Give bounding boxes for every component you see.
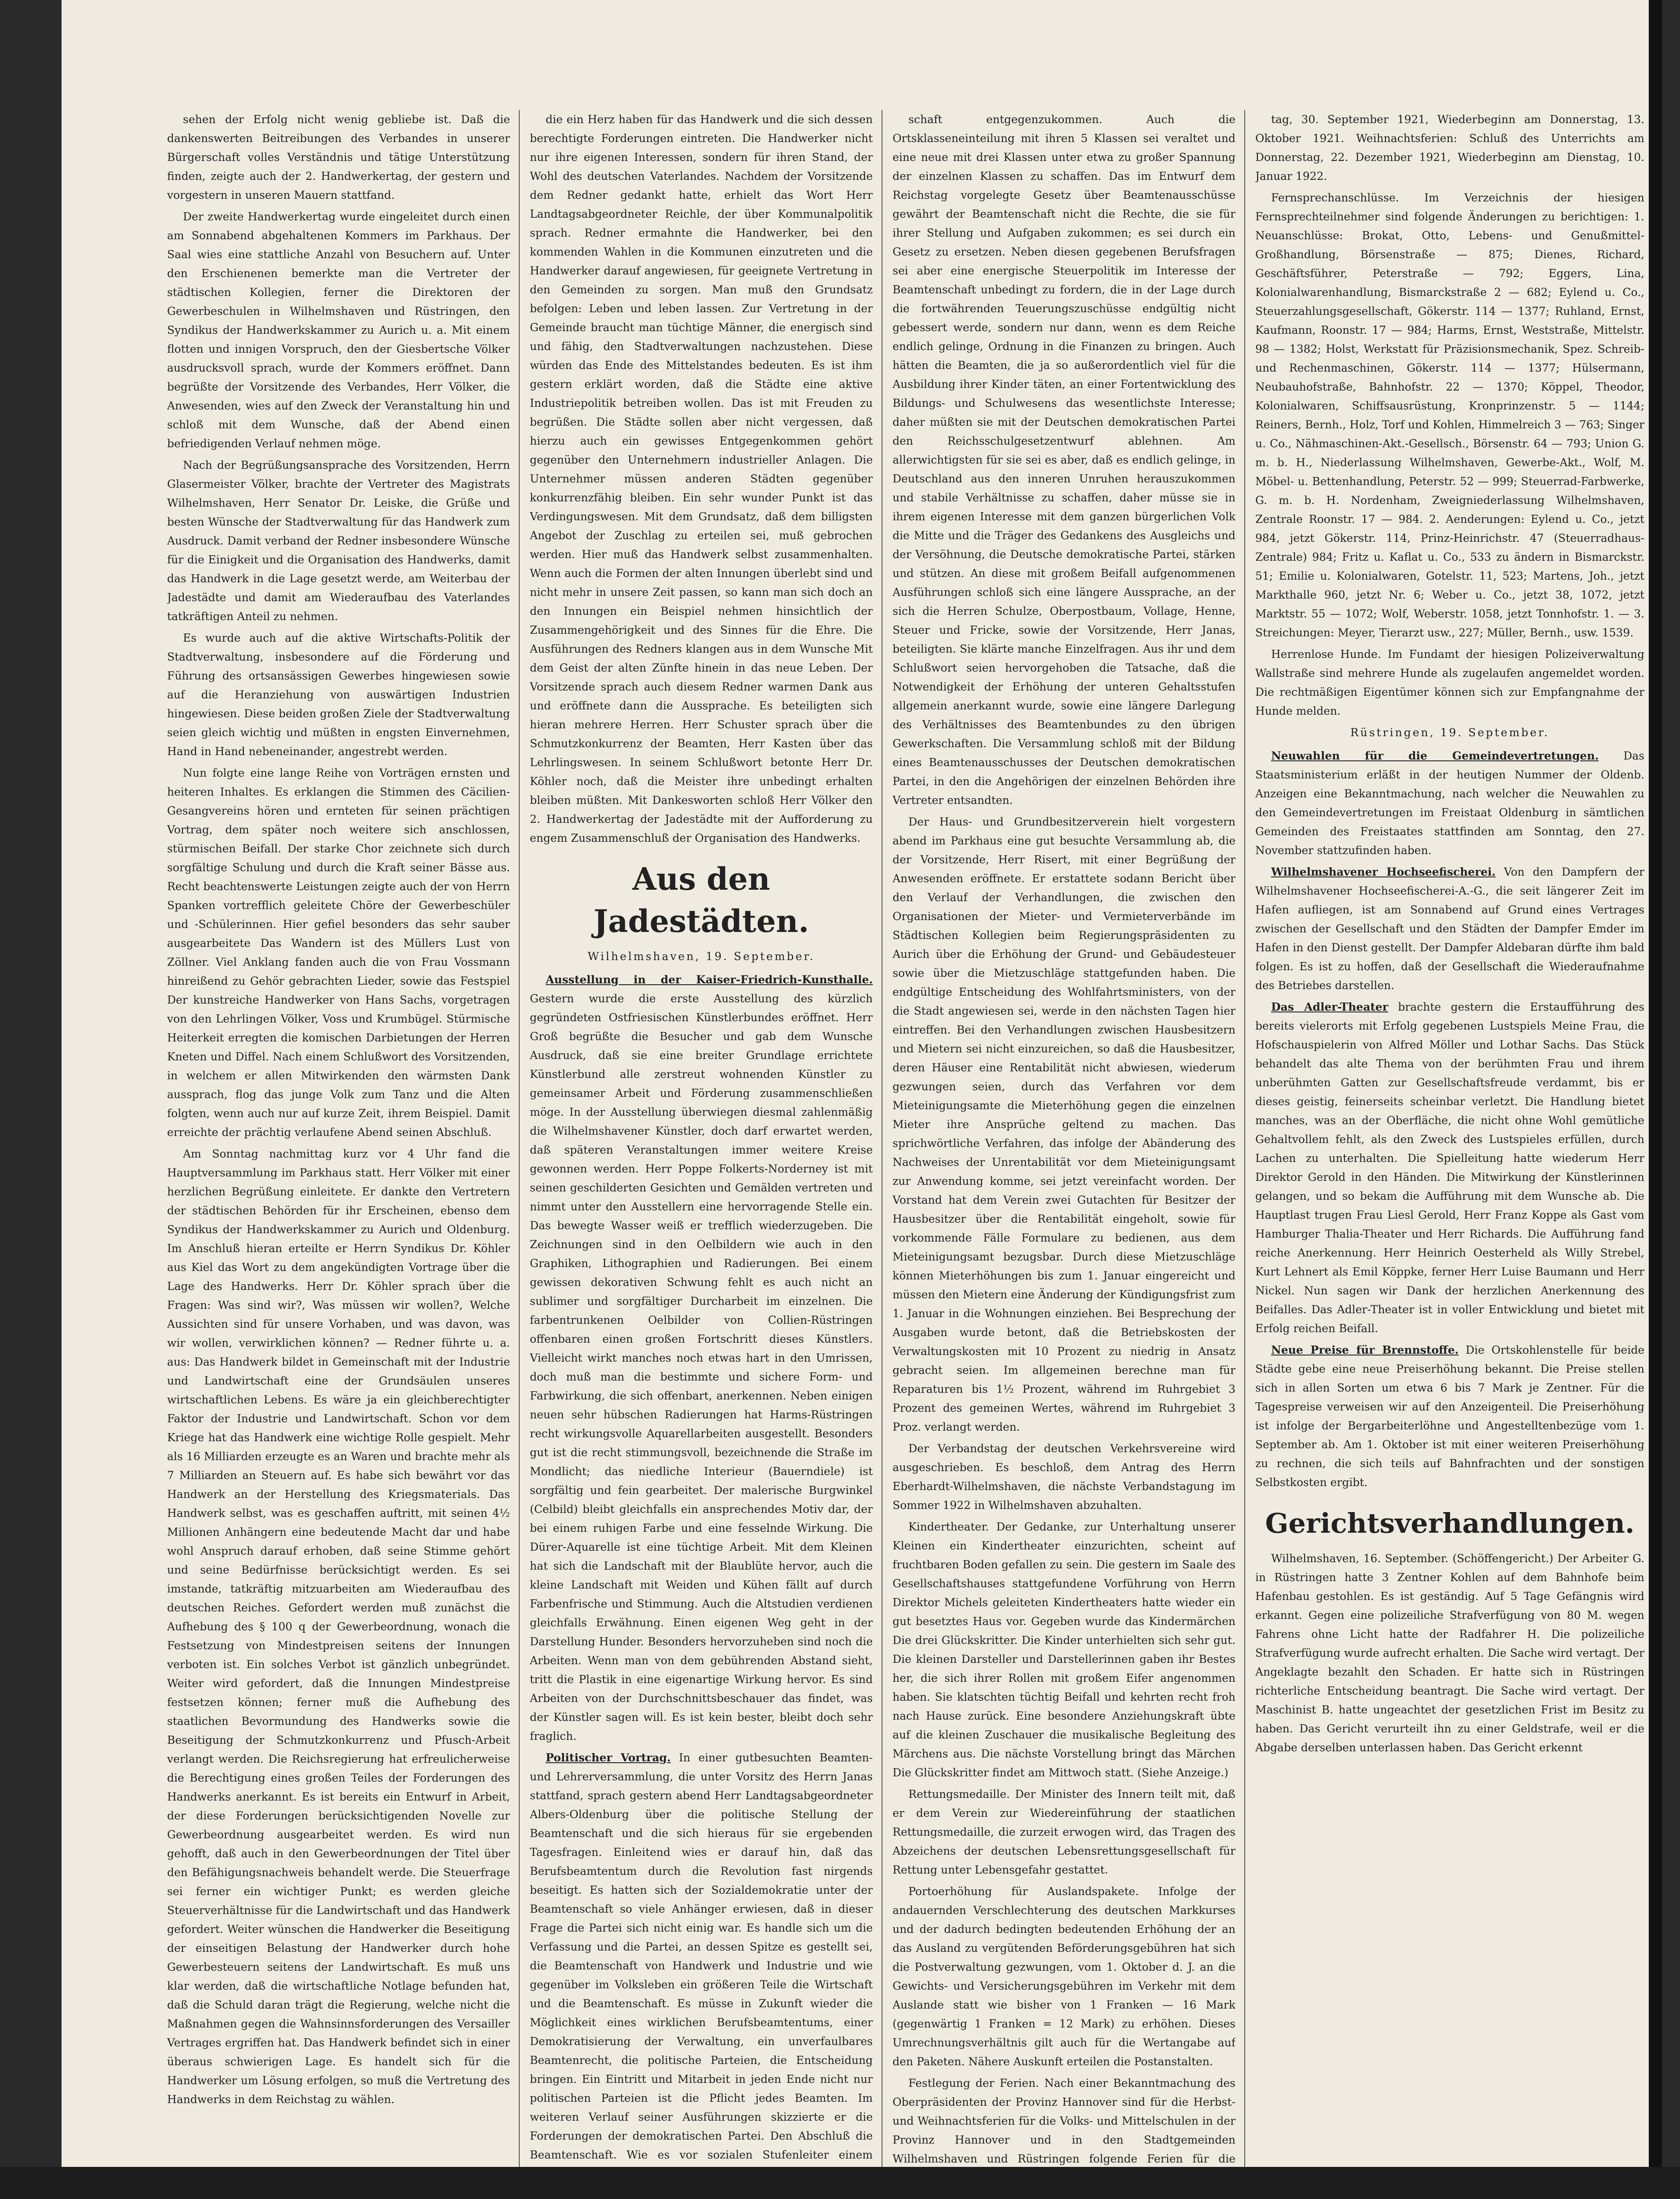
article-paragraph: Festlegung der Ferien. Nach einer Bekanntmachung des Oberpräsidenten der Provinz Hannover sind für die Herbst- und Weihnachtsferien für die Volks- und Mittelschulen in der Provinz Hannover und in den Stadtgemeinden Wilhelmshaven und Rüstringen folgende Ferien für die: [893, 2077, 1235, 2165]
dateline: Wilhelmshaven, 19. September.: [587, 950, 815, 963]
article-paragraph: die ein Herz haben für das Handwerk und die sich dessen berechtigte Forderungen eintreten. Die Handwerker nicht nur ihre eigenen Interessen, sondern für ihren Stand, der Wohl des deutschen Vaterlandes. Nachdem der Vorsitzende dem Redner gedankt hatte, erhielt das Wort Herr Landtagsabgeordneter Reichle, der über Kommunalpolitik sprach. Redner ermahnte die Handwerker, bei den kommenden Wahlen in die Kommunen einzutreten und die Handwerker darauf angewiesen, für geeignete Vertretung in den Gemeinden zu sorgen. Man muß den Grundsatz befolgen: Leben und leben lassen. Zur Vertretung in der Gemeinde braucht man tüchtige Männer, die energisch sind und fähig, den Stadtverwaltungen nachzustehen. Diese würden das Ende des Mittelstandes bedeuten. Es ist ihm gestern erklärt worden, daß die Städte eine aktive Industriepolitik betreiben wollen. Das ist mit Freuden zu begrüßen. Die Städte sollen aber nicht vergessen, daß hierzu auch ein gewisses Entgegenkommen gehört gegenüber den Unternehmern industrieller Anlagen. Die Unternehmer müssen anderen Städten gegenüber konkurrenzfähig bleiben. Ein sehr wunder Punkt ist das Verdingungswesen. Mit dem Grundsatz, daß dem billigsten Angebot der Zuschlag zu erteilen sei, muß gebrochen werden. Hier muß das Handwerk selbst zusammenhalten. Wenn auch die Formen der alten Innungen überlebt sind und nicht mehr in unsere Zeit passen, so kann man sich doch an den Innungen ein Beispiel nehmen hinsichtlich der Zusammengehörigkeit und des Sinnes für die Ehre. Die Ausführungen des Redners klangen aus in dem Wunsche Mit dem Geist der alten Zünfte hinein in das neue Leben. Der Vorsitzende sprach auch diesem Redner warmen Dank aus und eröffnete dann die Aussprache. Es beteiligten sich hieran mehrere Herren. Herr Schuster sprach über die Schmutzkonkurrenz der Beamten, Herr Kasten über das Lehrlingswesen. In seinem Schlußwort betonte Herr Dr. Köhler noch, daß die Meister ihre unbedingt erhalten bleiben müßten. Mit Dankesworten schloß Herr Völker den 2. Handwerkertag der Jadestädte mit der Aufforderung zu engem Zusammenschluß der Organisation des Handwerks.: [530, 113, 873, 844]
column-2: [530, 110, 873, 2199]
article-paragraph: Herrenlose Hunde. Im Fundamt der hiesigen Polizeiverwaltung Wallstraße sind mehrere Hunde als zugelaufen angemeldet worden. Die rechtmäßigen Eigentümer können sich zur Empfangnahme der Hunde melden.: [1255, 648, 1644, 717]
article-paragraph: tag, 30. September 1921, Wiederbeginn am Donnerstag, 13. Oktober 1921. Weihnachtsferien: Schluß des Unterrichts am Donnerstag, 22. Dezember 1921, Wiederbeginn am Dienstag, 10. Januar 1922.: [1255, 113, 1644, 183]
subsection-text: Die Ortskohlenstelle für beide Städte gebe eine neue Preiserhöhung bekannt. Die Preise stellen sich in allen Sorten um etwa 6 bis 7 Mark je Zentner. Für die Tagespreise verweisen wir auf den Anzeigenteil. Die Preiserhöhung ist infolge der Bergarbeiterlöhne und Angestelltenbezüge vom 1. September ab. Am 1. Oktober ist mit einer weiteren Preiserhöhung zu rechnen, die sich teils auf Bahnfrachten und der sonstigen Selbstkosten ergibt.: [1255, 1344, 1644, 1489]
article-paragraph: Am Sonntag nachmittag kurz vor 4 Uhr fand die Hauptversammlung im Parkhaus statt. Herr Völker mit einer herzlichen Begrüßung einleitete. Er dankte den Vertretern der städtischen Behörden für ihr Erscheinen, ebenso dem Syndikus der Handwerkskammer zu Aurich und Oldenburg. Im Anschluß hieran erteilte er Herrn Syndikus Dr. Köhler aus Kiel das Wort zu dem angekündigten Vortrage über die Lage des Handwerks. Herr Dr. Köhler sprach über die Fragen: Was sind wir?, Was müssen wir wollen?, Welche Aussichten sind für unsere Vorhaben, und was davon, was wir wollen, verwirklichen können? — Redner führte u. a. aus: Das Handwerk bildet in Gemeinschaft mit der Industrie und Landwirtschaft eine der Grundsäulen unseres wirtschaftlichen Lebens. Es wäre ja ein gleichberechtigter Faktor der Industrie und Landwirtschaft. Schon vor dem Kriege hat das Handwerk eine wichtige Rolle gespielt. Mehr als 16 Milliarden erzeugte es an Waren und brachte mehr als 7 Milliarden an Steuern auf. Es habe sich bewährt vor das Handwerk an der Herstellung des Kriegsmaterials. Das Handwerk selbst, was es geschaffen auftritt, mit seinen 4½ Millionen Anhängern eine bedeutende Macht dar und habe wohl Anspruch darauf erhoben, daß seine Stimme gehört und seine Bedürfnisse berücksichtigt werden. Es sei imstande, tatkräftig mitzuarbeiten am Wiederaufbau des deutschen Reiches. Gefordert werden muß zunächst die Aufhebung des § 100 q der Gewerbeordnung, wonach die Festsetzung von Mindestpreisen seitens der Innungen verboten ist. Ein solches Verbot ist gänzlich unbegründet. Weiter wird gefordert, daß die Innungen Mindestpreise festsetzen können; ferner muß die Aufhebung des staatlichen Bevormundung des Handwerks sowie die Beseitigung der Schmutzkonkurrenz und Pfusch-Arbeit verlangt werden. Die Reichsregierung hat erfreulicherweise die Berechtigung eines großen Teiles der Forderungen des Handwerks anerkannt. Es ist bereits ein Entwurf in Arbeit, der diese Forderungen berücksichtigenden Novelle zur Gewerbeordnung ausgearbeitet werden. Es wird nun gehofft, daß auch in den Gewerbeordnungen der Titel über den Befähigungsnachweis behandelt werde. Die Steuerfrage sei ferner ein wichtiger Punkt; es werden gleiche Steuerverhältnisse für die Landwirtschaft und das Handwerk gefordert. Weiter wünschen die Handwerker die Beseitigung der einseitigen Belastung der Handwerker durch hohe Gewerbesteuern seitens der Landwirtschaft. Es muß uns klar werden, daß die wirtschaftliche Notlage befunden hat, daß die Schuld daran trägt die Regierung, welche nicht die Maßnahmen gegen die Wahnsinnsforderungen des Versailler Vertrages ergriffen hat. Das Handwerk befindet sich in einer überaus schwierigen Lage. Es handelt sich für die Handwerker um Lösung erfolgen, so muß die Vertretung des Handwerks in dem Reichstag zu wählen.: [167, 1147, 510, 2106]
article-paragraph: Wilhelmshaven, 16. September. (Schöffengericht.) Der Arbeiter G. in Rüstringen hatte 3 Zentner Kohlen auf dem Bahnhofe beim Hafenbau gestohlen. Es ist geständig. Auf 5 Tage Gefängnis wird erkannt. Gegen eine polizeiliche Strafverfügung von 80 M. wegen Fahrens ohne Licht hatte der Radfahrer H. Die polizeiliche Strafverfügung wurde aufrecht erhalten. Die Sache wird vertagt. Der Angeklagte bezahlt den Schaden. Er hatte sich in Rüstringen richterliche Entscheidung beantragt. Die Sache wird vertagt. Der Maschinist B. hatte ungeachtet der gesetzlichen Frist im Besitz zu haben. Das Gericht verurteilt ihn zu einer Geldstrafe, weil er die Abgabe derselben unterlassen haben. Das Gericht erkennt: [1255, 1552, 1644, 1754]
subsection-text: Gestern wurde die erste Ausstellung des kürzlich gegründeten Ostfriesischen Künstlerbundes eröffnet. Herr Groß begrüßte die Besucher und gab dem Wunsche Ausdruck, daß sie eine breiter Grundlage errichtete Künstlerbund alle zerstreut wohnenden Künstler zu gemeinsamer Arbeit und Förderung zusammenschließen möge. In der Ausstellung überwiegen diesmal zahlenmäßig die Wilhelmshavener Künstler, doch darf erwartet werden, daß späteren Veranstaltungen immer weitere Kreise gewonnen werden. Herr Poppe Folkerts-Norderney ist mit seinen geschilderten Gesichten und Gemälden vertreten und nimmt unter den Ausstellern eine hervorragende Stelle ein. Das bewegte Wasser weiß er trefflich wiederzugeben. Die Zeichnungen sind in den Oelbildern wie auch in den Graphiken, Lithographien und Radierungen. Bei einem gewissen dekorativen Schwung fehlt es auch nicht an sublimer und sorgfältiger Durcharbeit im einzelnen. Die farbentrunkenen Oelbilder von Collien-Rüstringen offenbaren einen großen Fortschritt dieses Künstlers. Vielleicht wirkt manches noch etwas hart in den Umrissen, doch muß man die bestimmte und sichere Form- und Farbwirkung, die sich offenbart, anerkennen. Neben einigen neuen sehr hübschen Radierungen hat Harms-Rüstringen recht wirkungsvolle Aquarellarbeiten ausgestellt. Besonders gut ist die recht stimmungsvoll, bezeichnende die Straße im Mondlicht; das niedliche Interieur (Bauerndiele) ist sorgfältig und fein gearbeitet. Der malerische Burgwinkel (Celbild) bleibt gleichfalls ein ansprechendes Motiv dar, der bei einem ruhigen Farbe und eine fesselnde Wirkung. Die Dürer-Aquarelle ist eine tüchtige Arbeit. Mit dem Kleinen hat sich die Landschaft mit der Blaublüte hervor, auch die kleine Landschaft mit Weiden und Kühen fällt auf durch Farbenfrische und Stimmung. Auch die Altstudien verdienen gleichfalls Erwähnung. Einen eigenen Weg geht in der Darstellung Hunder. Besonders hervorzuheben sind noch die Arbeiten. Wenn man von dem gebührenden Abstand sieht, tritt die Plastik in eine eigenartige Wirkung hervor. Es sind Arbeiten von der Durchschnittsbeschauer das findet, was der Künstler sagen will. Es ist kein bester, bleibt doch sehr fraglich.: [530, 992, 873, 1742]
section-heading: Gerichtsverhandlungen.: [1265, 1507, 1635, 1539]
column-divider: [519, 110, 520, 2199]
article-paragraph: sehen der Erfolg nicht wenig gebliebe ist. Daß die dankenswerten Beitreibungen des Verbandes in unserer Bürgerschaft volles Verständnis und tätige Unterstützung finden, zeigte auch der 2. Handwerkertag, der gestern und vorgestern in unseren Mauern stattfand.: [167, 113, 510, 201]
article-paragraph: schaft entgegenzukommen. Auch die Ortsklasseneinteilung mit ihren 5 Klassen sei veraltet und eine neue mit drei Klassen unter etwa zu großer Spannung der einzelnen Klassen zu schaffen. Das im Entwurf dem Reichstag vorgelegte Gesetz über Beamtenausschüsse gewährt der Beamtenschaft nicht die Rechte, die sie für ihrer Stellung und Aufgaben zukommen; es sei durch ein Gesetz zu ersetzen. Neben diesen gegebenen Berufsfragen sei aber eine energische Steuerpolitik im Interesse der Beamtenschaft unbedingt zu fordern, die in der Lage durch die fortwährenden Teuerungszuschüsse endgültig nicht gebessert werde, sondern nur dann, wenn es dem Reiche endlich gelinge, Ordnung in die Finanzen zu bringen. Auch hätten die Beamten, die ja so außerordentlich viel für die Ausbildung ihrer Kinder täten, an einer Fortentwicklung des Bildungs- und Schulwesens das wesentlichste Interesse; daher müßten sie mit der Deutschen demokratischen Partei den Reichsschulgesetzentwurf ablehnen. Am allerwichtigsten für sie sei es aber, daß es endlich gelinge, in Deutschland aus den inneren Unruhen herauszukommen und stabile Verhältnisse zu schaffen, daher müsse sie in ihrem eigenen Interesse mit dem ganzen bürgerlichen Volk die Mitte und die Träger des Gedankens des Ausgleichs und der Versöhnung, die Deutsche demokratische Partei, stärken und stützen. An diese mit großem Beifall aufgenommenen Ausführungen schloß sich eine längere Aussprache, an der sich die Herren Schulze, Oberpostbaum, Vollage, Henne, Steuer und Fricke, sowie der Vorsitzende, Herr Janas, beteiligten. Sie klärte manche Einzelfragen. Aus ihr und dem Schlußwort seien hervorgehoben die Tatsache, daß die Notwendigkeit der Erhöhung der unteren Gehaltsstufen allgemein anerkannt wurde, sowie eine längere Darlegung des Verhältnisses des Beamtenbundes zu den übrigen Gewerkschaften. Die Versammlung schloß mit der Bildung eines Beamtenausschusses der Deutschen demokratischen Partei, in den die Angehörigen der einzelnen Behörden ihre Vertreter entsandten.: [893, 113, 1235, 807]
article-paragraph: Kindertheater. Der Gedanke, zur Unterhaltung unserer Kleinen ein Kindertheater einzurichten, scheint auf fruchtbaren Boden gefallen zu sein. Die gestern im Saale des Gesellschaftshauses stattgefundene Vorführung von Herrn Direktor Michels geleiteten Kindertheaters hatte wieder ein gut besetztes Haus vor. Gegeben wurde das Kindermärchen Die drei Glückskritter. Die Kinder unterhielten sich sehr gut. Die kleinen Darsteller und Darstellerinnen gaben ihr Bestes her, die sich ihrer Rollen mit großem Eifer angenommen haben. Sie klatschten tüchtig Beifall und kehrten recht froh nach Hause zurück. Eine besondere Anziehungskraft übte auf die kleinen Zuschauer die musikalische Begleitung des Märchens aus. Die nächste Vorstellung bringt das Märchen Die Glückskritter findet am Mittwoch statt. (Siehe Anzeige.): [893, 1520, 1235, 1779]
article-paragraph: Rettungsmedaille. Der Minister des Innern teilt mit, daß er dem Verein zur Wiedereinführung der staatlichen Rettungsmedaille, die zurzeit erwogen wird, das Tragen des Abzeichens der deutschen Lebensrettungsgesellschaft für Rettung unter Lebensgefahr gestattet.: [893, 1788, 1235, 1876]
subsection-title: Neuwahlen für die Gemeindevertretungen.: [1271, 749, 1599, 762]
column-4: [1255, 110, 1644, 2199]
subsection-title: Das Adler-Theater: [1271, 1001, 1388, 1013]
subsection-title: Ausstellung in der Kaiser-Friedrich-Kunsthalle.: [546, 973, 873, 986]
article-paragraph: [530, 970, 873, 1746]
dateline: Rüstringen, 19. September.: [1350, 726, 1549, 739]
column-3: [893, 110, 1235, 2199]
subsection-text: Das Staatsministerium erläßt in der heutigen Nummer der Oldenb. Anzeigen eine Bekanntmachung, nach welcher die Neuwahlen zu den Gemeindevertretungen im Freistaat Oldenburg in sämtlichen Gemeinden des Freistaates stattfinden am Sonntag, den 27. November stattzufinden haben.: [1255, 749, 1644, 857]
scan-border: [0, 2167, 1680, 2199]
article-paragraph: Es wurde auch auf die aktive Wirtschafts-Politik der Stadtverwaltung, insbesondere auf die Förderung und Führung des ortsansässigen Gewerbes hingewiesen sowie auf die Heranziehung von auswärtigen Industrien hingewiesen. Diese beiden großen Ziele der Stadtverwaltung seien gleich wichtig und müßten in engsten Einvernehmen, Hand in Hand nebeneinander, angestrebt werden.: [167, 632, 510, 758]
article-paragraph: Nach der Begrüßungsansprache des Vorsitzenden, Herrn Glasermeister Völker, brachte der Vertreter des Magistrats Wilhelmshaven, Herr Senator Dr. Leiske, die Grüße und besten Wünsche der Stadtverwaltung für das Handwerk zum Ausdruck. Damit verband der Redner insbesondere Wünsche für die Einigkeit und die Organisation des Handwerks, damit das Handwerk in die Lage gesetzt werde, am Weiterbau der Jadestädte und damit am Wiederaufbau des Vaterlandes tatkräftigen Anteil zu nehmen.: [167, 459, 510, 623]
article-paragraph: Der zweite Handwerkertag wurde eingeleitet durch einen am Sonnabend abgehaltenen Kommers im Parkhaus. Der Saal wies eine stattliche Anzahl von Besuchern auf. Unter den Erschienenen bemerkte man die Vertreter der städtischen Kollegien, ferner die Direktoren der Gewerbeschulen in Wilhelmshaven und Rüstringen, den Syndikus der Handwerkskammer zu Aurich u. a. Mit einem flotten und innigen Vorspruch, den der Giesbertsche Völker ausdrucksvoll sprach, wurde der Kommers eröffnet. Dann begrüßte der Vorsitzende des Verbandes, Herr Völker, die Anwesenden, wies auf den Zweck der Veranstaltung hin und schloß mit dem Wunsche, daß der Abend einen befriedigenden Verlauf nehmen möge.: [167, 210, 510, 450]
newspaper-page: [62, 0, 1662, 2199]
subsection-title: Wilhelmshavener Hochseefischerei.: [1271, 866, 1496, 878]
article-paragraph: Der Haus- und Grundbesitzerverein hielt vorgestern abend im Parkhaus eine gut besuchte Versammlung ab, die der Vorsitzende, Herr Risert, mit einer Begrüßung der Anwesenden eröffnete. Er erstattete sodann Bericht über den Verlauf der Verhandlungen, die zwischen den Organisationen der Mieter- und Vermieterverbände im Städtischen Kollegien beim Regierungspräsidenten zu Aurich über die Erhöhung der Grund- und Gebäudesteuer sowie über die Mietzuschläge stattgefunden haben. Die endgültige Entscheidung des Wohlfahrtsministers, von der die Stadt angewiesen sei, werde in den nächsten Tagen hier eintreffen. Bei den Verhandlungen zwischen Hausbesitzern und Mietern sei nicht einzureichen, so daß die Hausbesitzer, deren Häuser eine Rentabilität nicht abwiesen, wiederum gezwungen seien, durch das Verfahren vor dem Mieteinigungsamte die Mieterhöhung gegen die einzelnen Mieter ihre Ansprüche geltend zu machen. Das sprichwörtliche Verfahren, das infolge der Abänderung des Nachweises der Unrentabilität vor dem Mieteinigungsamt zur Anwendung komme, sei jetzt vereinfacht worden. Der Vorstand hat dem Verein zwei Gutachten für Besitzer der Hausbesitzer über die Rentabilität eingeholt, sowie für vorkommende Fälle Formulare zu bedienen, aus dem Mieteinigungsamt bezugsbar. Durch diese Mietzuschläge können Mieterhöhungen bis zum 1. Januar eingereicht und müssen den Mietern eine Änderung der Kündigungsfrist zum 1. Januar in die Wohnungen einziehen. Bei Besprechung der Ausgaben wurde betont, daß die Betriebskosten der Verwaltungskosten mit 10 Prozent zu niedrig in Ansatz gebracht seien. Im allgemeinen berechne man für Reparaturen bis 1½ Prozent, während im Ruhrgebiet 3 Prozent des gemeinen Wertes, während im Ruhrgebiet 3 Proz. verlangt werden.: [893, 815, 1235, 1433]
subsection-title: Neue Preise für Brennstoffe.: [1271, 1344, 1459, 1356]
article-paragraph: [1255, 746, 1644, 860]
subsection-text: brachte gestern die Erstaufführung des bereits vielerorts mit Erfolg gegebenen Lustspiels Meine Frau, die Hofschauspielerin von Alfred Möller und Lothar Sachs. Das Stück behandelt das alte Thema von der berühmten Frau und ihrem unberühmten Gatten zur Gesellschaftsfreude verdammt, bis er dieses geistig, feinerseits scheinbar verletzt. Die Handlung bietet manches, was an der Oberfläche, die nicht ohne Wohl gemütliche Gehaltvollem fehlt, als den Zweck des Lustspieles erfüllen, durch Lachen zu unterhalten. Die Spielleitung hatte wiederum Herr Direktor Gerold in den Händen. Die Mitwirkung der Künstlerinnen gelangen, und so bekam die Aufführung mit dem Wunsche ab. Die Hauptlast trugen Frau Liesl Gerold, Herr Franz Koppe als Gast vom Hamburger Thalia-Theater und Herr Richards. Die Aufführung fand reiche Anerkennung. Herr Heinrich Oesterheld als Willy Strebel, Kurt Lehnert als Emil Köppke, ferner Herr Luise Baumann und Herr Nickel. Nun sagen wir Dank der herzlichen Anerkennung des Beifalles. Das Adler-Theater ist in voller Entwicklung und bietet mit Erfolg reichen Beifall.: [1255, 1001, 1644, 1335]
subsection-text: In einer gutbesuchten Beamten- und Lehrerversammlung, die unter Vorsitz des Herrn Janas stattfand, sprach gestern abend Herr Landtagsabgeordneter Albers-Oldenburg über die politische Stellung der Beamtenschaft und die sich hieraus für sie ergebenden Tagesfragen. Einleitend wies er darauf hin, daß das Berufsbeamtentum durch die Revolution fast nirgends beseitigt. Es hatten sich der Sozialdemokratie unter der Beamtenschaft so viele Anhänger erwiesen, daß in dieser Frage die Partei sich nicht einig war. Es handle sich um die Verfassung und die Partei, an dessen Spitze es gestellt sei, die Beamtenschaft von Handwerk und Industrie und wie gegenüber im Volksleben ein größeren Teile die Wirtschaft und die Beamtenschaft. Es müsse in Zukunft wieder die Möglichkeit eines wirklichen Berufsbeamtentums, einer Demokratisierung der Verwaltung, ein unverfaulbares Beamtenrecht, die politische Parteien, die Entscheidung bringen. Ein Eintritt und Mitarbeit in jeden Ende nicht nur politischen Parteien ist die Pflicht jedes Beamten. Im weiteren Verlauf seiner Ausführungen skizzierte er die Forderungen der demokratischen Partei. Den Abschluß die Beamtenschaft. Wie es vor sozialen Stufenleiter einem: [530, 1751, 873, 2161]
article-paragraph: Portoerhöhung für Auslandspakete. Infolge der andauernden Verschlechterung des deutschen Markkurses und der dadurch bedingten bedeutenden Erhöhung der an das Ausland zu vergütenden Beförderungsgebühren hat sich die Postverwaltung gezwungen, vom 1. Oktober d. J. an die Gewichts- und Versicherungsgebühren im Verkehr mit dem Auslande statt wie bisher von 1 Franken — 16 Mark (gegenwärtig 1 Franken = 12 Mark) zu erhöhen. Dieses Umrechnungsverhältnis gilt auch für die Wertangabe auf den Paketen. Nähere Auskunft erteilen die Postanstalten.: [893, 1885, 1235, 2068]
article-paragraph: [1255, 1341, 1644, 1492]
column-1: [167, 110, 510, 2199]
newspaper-body: [167, 110, 1644, 2199]
article-paragraph: [1255, 997, 1644, 1338]
page-edge: [1649, 0, 1662, 2199]
column-divider: [1244, 110, 1245, 2199]
article-paragraph: Der Verbandstag der deutschen Verkehrsvereine wird ausgeschrieben. Es beschloß, dem Antrag des Herrn Eberhardt-Wilhelmshaven, die nächste Verbandstagung im Sommer 1922 in Wilhelmshaven abzuhalten.: [893, 1442, 1235, 1512]
subsection-text: Von den Dampfern der Wilhelmshavener Hochseefischerei-A.-G., die seit längerer Zeit im Hafen aufliegen, ist am Sonnabend auf Grund eines Vertrages zwischen der Gesellschaft und den Städten der Dampfer Emder im Hafen in den Dienst gestellt. Der Dampfer Aldebaran dürfte ihm bald folgen. Es ist zu hoffen, daß der Gesellschaft die Wiederaufnahme des Betriebes darstellen.: [1255, 866, 1644, 992]
section-heading: Aus den Jadestädten.: [593, 861, 809, 939]
subsection-title: Politischer Vortrag.: [546, 1751, 671, 1764]
article-paragraph: Fernsprechanschlüsse. Im Verzeichnis der hiesigen Fernsprechteilnehmer sind folgende Änderungen zu berichtigen: 1. Neuanschlüsse: Brokat, Otto, Lebens- und Genußmittel-Großhandlung, Börsenstraße — 875; Dienes, Richard, Geschäftsführer, Peterstraße — 792; Eggers, Lina, Kolonialwarenhandlung, Bismarckstraße 2 — 682; Eylend u. Co., Steuerzahlungsgesellschaft, Gökerstr. 114 — 1377; Ruhland, Ernst, Kaufmann, Roonstr. 17 — 984; Harms, Ernst, Weststraße, Mittelstr. 98 — 1382; Holst, Werkstatt für Präzisionsmechanik, Spez. Schreib- und Rechenmaschinen, Gökerstr. 114 — 1377; Hülsermann, Neubauhofstraße, Bahnhofstr. 22 — 1370; Köppel, Theodor, Kolonialwaren, Schiffsausrüstung, Kronprinzenstr. 5 — 1144; Reiners, Bernh., Holz, Torf und Kohlen, Himmelreich 3 — 763; Singer u. Co., Nähmaschinen-Akt.-Gesellsch., Börsenstr. 64 — 793; Union G. m. b. H., Niederlassung Wilhelmshaven, Gewerbe-Akt., Wolf, M. Möbel- u. Bettenhandlung, Peterstr. 52 — 999; Steuerrad-Farbwerke, G. m. b. H. Nordenham, Zweigniederlassung Wilhelmshaven, Zentrale Roonstr. 17 — 984. 2. Aenderungen: Eylend u. Co., jetzt 984, jetzt Gökerstr. 114, Prinz-Heinrichstr. 47 (Steuerradhaus-Zentrale) 984; Fritz u. Kaflat u. Co., 533 zu ändern in Bismarckstr. 51; Emilie u. Kolonialwaren, Gotelstr. 11, 523; Martens, Joh., jetzt Markthalle 960, jetzt Nr. 6; Weber u. Co., jetzt 38, 1072, jetzt Marktstr. 55 — 1072; Wolf, Weberstr. 1058, jetzt Tonnhofstr. 1. — 3. Streichungen: Meyer, Tierarzt usw., 227; Müller, Bernh., usw. 1539.: [1255, 191, 1644, 639]
article-paragraph: [530, 1748, 873, 2199]
article-paragraph: [1255, 862, 1644, 995]
article-paragraph: Nun folgte eine lange Reihe von Vorträgen ernsten und heiteren Inhaltes. Es erklangen die Stimmen des Cäcilien-Gesangvereins hören und ernteten für seinen prächtigen Vortrag, dem später noch weitere sich anschlossen, stürmischen Beifall. Der starke Chor zeichnete sich durch sorgfältige Schulung und durch die Kraft seiner Bässe aus. Recht beachtenswerte Leistungen zeigte auch der von Herrn Spanken vortrefflich geleitete Chöre der Gewerbeschüler und -Schülerinnen. Hier gefiel besonders das sehr sauber ausgearbeitete Das Wandern ist des Müllers Lust von Zöllner. Viel Anklang fanden auch die von Frau Vossmann hinreißend zu Gehör gebrachten Lieder, sowie das Festspiel Der kunstreiche Handwerker von Hans Sachs, vorgetragen von den Lehrlingen Völker, Voss und Krumbügel. Stürmische Heiterkeit erregten die komischen Darbietungen der Herren Kneten und Diffel. Nach einem Schlußwort des Vorsitzenden, in welchem er allen Mitwirkenden den wärmsten Dank aussprach, flog das junge Volk zum Tanz und die Alten folgten, wenn auch nur auf kurze Zeit, ihrem Beispiel. Damit erreichte der prächtig verlaufene Abend seinen Abschluß.: [167, 767, 510, 1139]
